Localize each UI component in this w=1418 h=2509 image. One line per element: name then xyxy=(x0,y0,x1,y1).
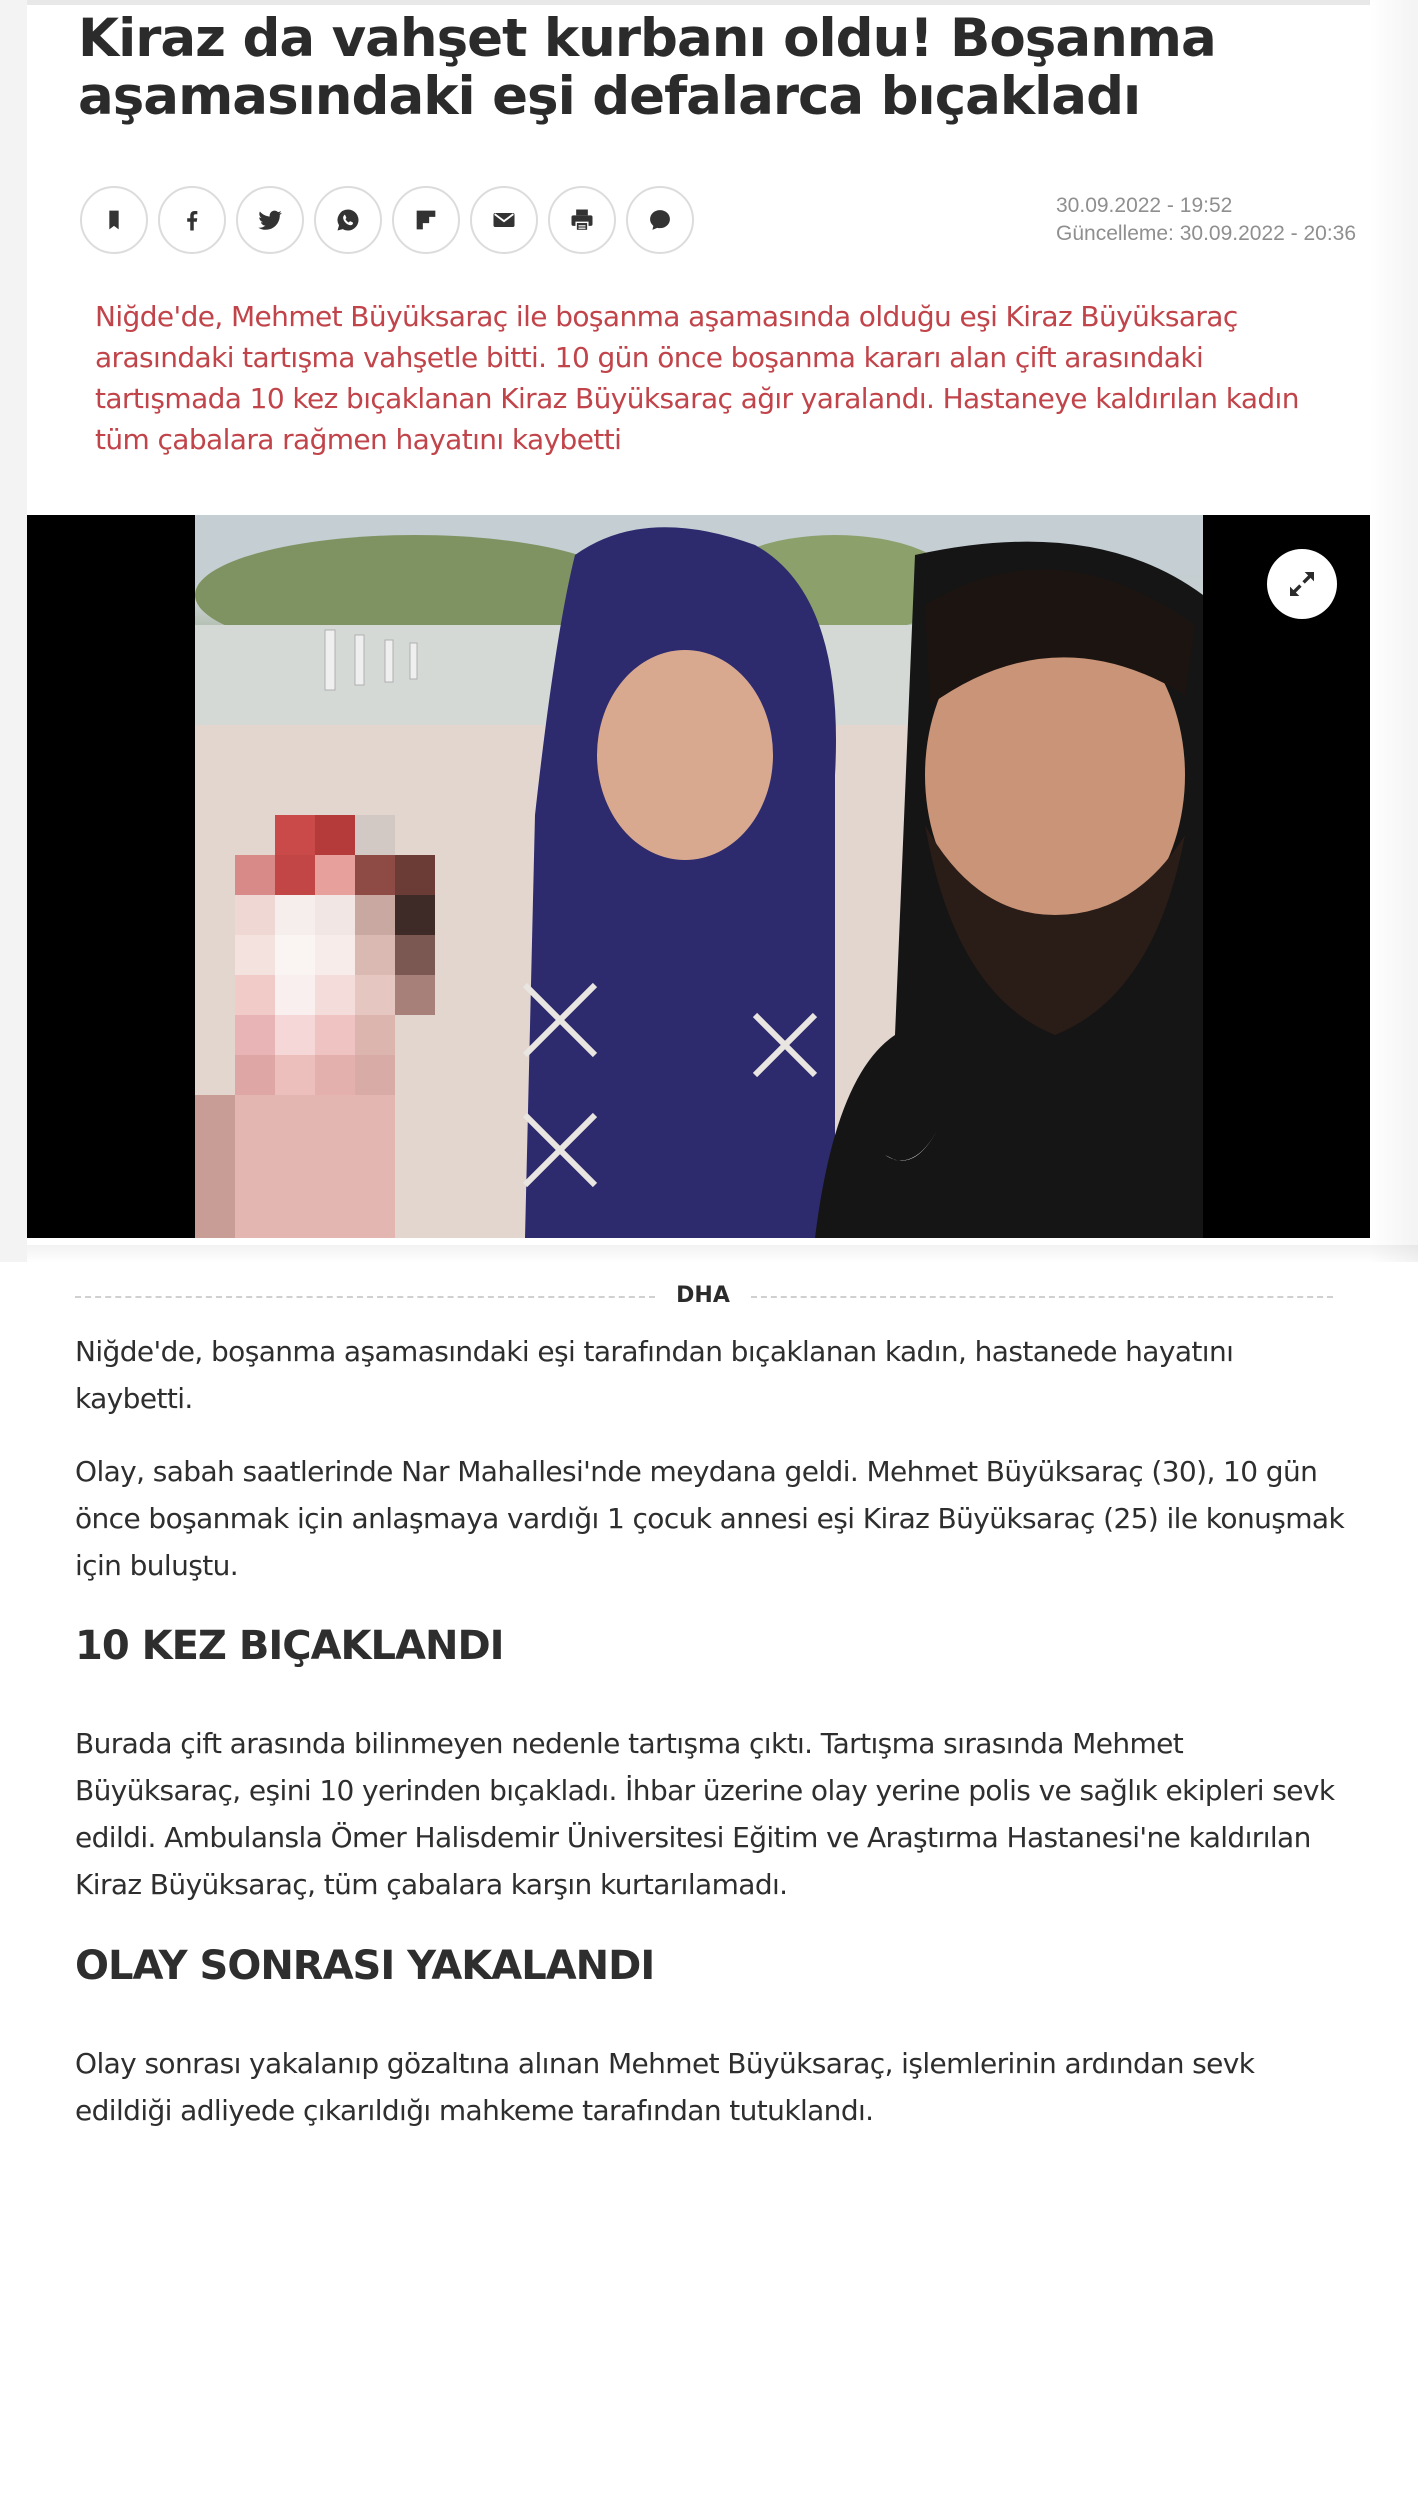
right-gutter xyxy=(1370,0,1418,1262)
top-border xyxy=(0,0,1418,5)
comment-icon xyxy=(646,206,674,234)
share-bar xyxy=(80,186,694,256)
flipboard-icon xyxy=(412,206,440,234)
mail-icon xyxy=(490,206,518,234)
published-date: 30.09.2022 - 19:52 xyxy=(1056,194,1233,217)
print-icon xyxy=(568,206,596,234)
article-paragraph-4-wrap xyxy=(75,2040,1345,2134)
image-source-line xyxy=(75,1282,1333,1310)
mail-share-button[interactable] xyxy=(470,186,538,254)
expand-image-button[interactable] xyxy=(1267,549,1337,619)
article-photo xyxy=(195,515,1203,1238)
section-heading-1-wrap xyxy=(75,1621,1345,1671)
comment-button[interactable] xyxy=(626,186,694,254)
article-paragraph: Olay, sabah saatlerinde Nar Mahallesi'nde meydana geldi. Mehmet Büyüksaraç (30), 10 gün önce boşanmak için anlaşmaya vardığı 1 çocuk annesi eşi Kiraz Büyüksaraç (25) ile konuşmak için buluştu. xyxy=(75,1455,1345,1582)
bookmark-icon xyxy=(100,206,128,234)
article-paragraph: Burada çift arasında bilinmeyen nedenle tartışma çıktı. Tartışma sırasında Mehmet Büyüksaraç, eşini 10 yerinden bıçakladı. İhbar üzerine olay yerine polis ve sağlık ekipleri sevk edildi. Ambulansla Ömer Halisdemir Üniversitesi Eğitim ve Araştırma Hastanesi'ne kaldırılan Kiraz Büyüksaraç, tüm çabalara karşın kurtarılamadı. xyxy=(75,1727,1335,1901)
flipboard-share-button[interactable] xyxy=(392,186,460,254)
source-divider-left xyxy=(75,1296,655,1298)
updated-date: Güncelleme: 30.09.2022 - 20:36 xyxy=(1056,222,1357,245)
article-paragraph-3-wrap xyxy=(75,1720,1345,1908)
bookmark-button[interactable] xyxy=(80,186,148,254)
article-dates xyxy=(1056,192,1386,248)
whatsapp-icon xyxy=(334,206,362,234)
article-paragraph-2-wrap xyxy=(75,1448,1345,1589)
article-paragraph-1-wrap xyxy=(75,1328,1345,1422)
header-shadow xyxy=(27,1245,1418,1263)
facebook-icon xyxy=(178,206,206,234)
article-paragraph: Olay sonrası yakalanıp gözaltına alınan Mehmet Büyüksaraç, işlemlerinin ardından sevk edildiği adliyede çıkarıldığı mahkeme tarafından tutuklandı. xyxy=(75,2047,1255,2127)
twitter-icon xyxy=(256,206,284,234)
source-divider-right xyxy=(751,1296,1333,1298)
twitter-share-button[interactable] xyxy=(236,186,304,254)
article-paragraph: Niğde'de, boşanma aşamasındaki eşi tarafından bıçaklanan kadın, hastanede hayatını kaybetti. xyxy=(75,1335,1234,1415)
print-button[interactable] xyxy=(548,186,616,254)
article-media xyxy=(27,515,1370,1238)
facebook-share-button[interactable] xyxy=(158,186,226,254)
section-heading: 10 KEZ BIÇAKLANDI xyxy=(75,1623,504,1669)
section-heading-2-wrap xyxy=(75,1941,1345,1991)
whatsapp-share-button[interactable] xyxy=(314,186,382,254)
article-headline: Kiraz da vahşet kurbanı oldu! Boşanma aşamasındaki eşi defalarca bıçakladı xyxy=(78,8,1216,127)
section-heading: OLAY SONRASI YAKALANDI xyxy=(75,1943,655,1989)
expand-icon xyxy=(1286,568,1318,600)
image-source: DHA xyxy=(676,1283,730,1308)
left-gutter xyxy=(0,0,27,1262)
article-summary: Niğde'de, Mehmet Büyüksaraç ile boşanma aşamasında olduğu eşi Kiraz Büyüksaraç arasındaki tartışma vahşetle bitti. 10 gün önce boşanma kararı alan çift arasındaki tartışmada 10 kez bıçaklanan Kiraz Büyüksaraç ağır yaralandı. Hastaneye kaldırılan kadın tüm çabalara rağmen hayatını kaybetti xyxy=(95,300,1299,456)
photo-illustration xyxy=(195,515,1203,1238)
